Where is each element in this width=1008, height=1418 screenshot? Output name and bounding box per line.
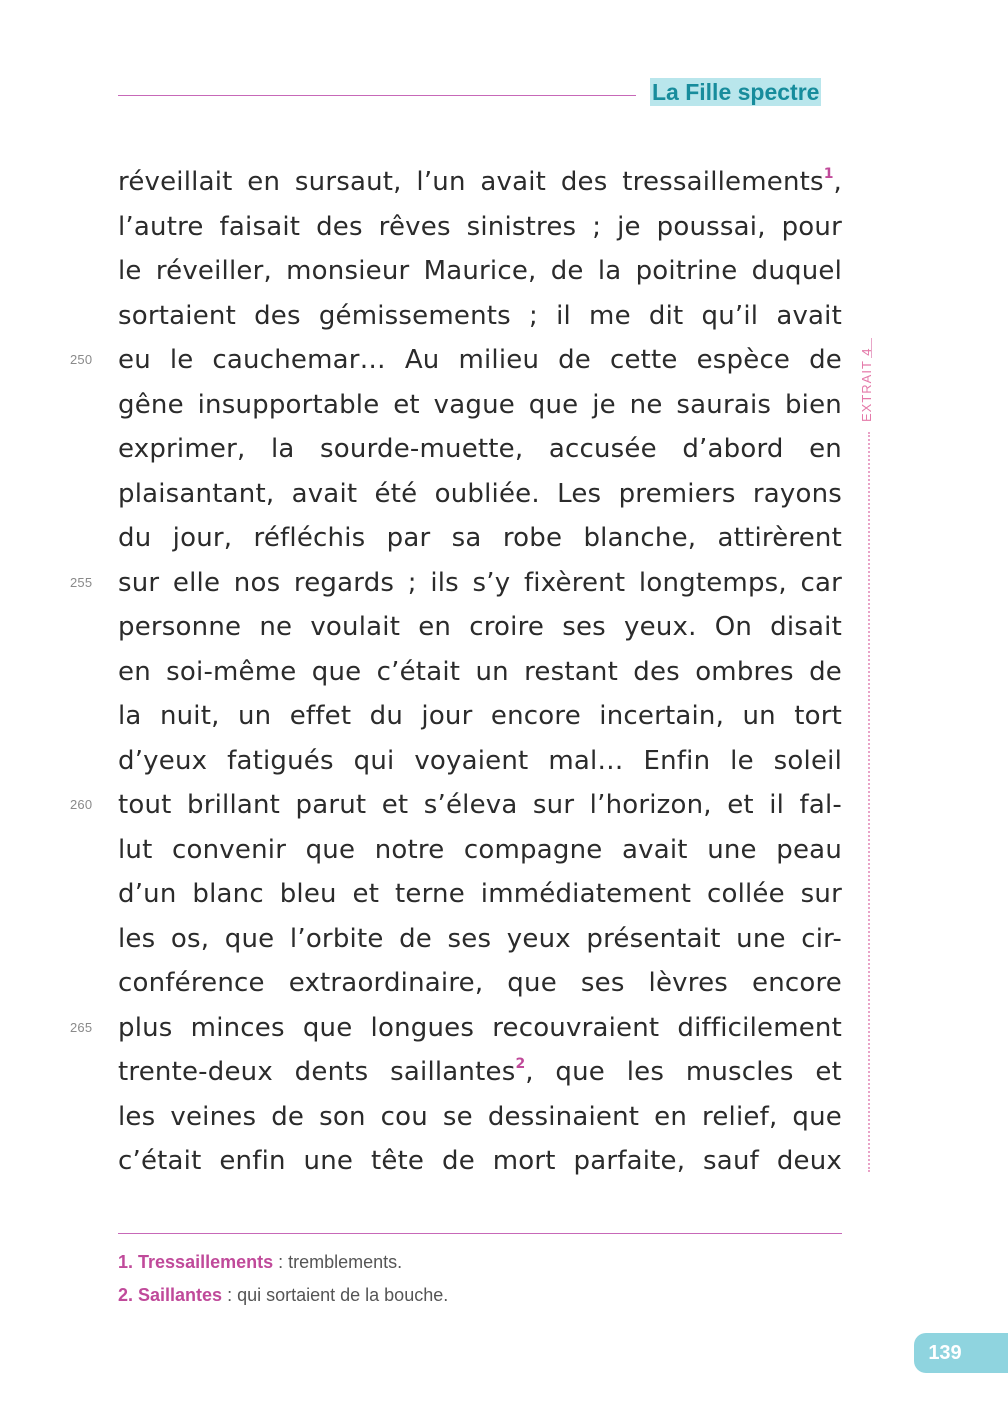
text-line <box>118 739 842 784</box>
line-text: gêne insupportable et vague que je ne saurais bien <box>118 389 842 420</box>
page-number: 139 <box>928 1342 962 1364</box>
text-line <box>118 427 842 472</box>
text-line <box>118 249 842 294</box>
footnote-term: Saillantes <box>138 1285 223 1305</box>
footnote-number: 1. <box>118 1252 134 1272</box>
header-rule <box>118 95 636 96</box>
footnote-marker: 2 <box>515 1056 526 1072</box>
text-line <box>118 294 842 339</box>
body-text <box>70 160 842 1184</box>
text-line <box>118 872 842 917</box>
line-text: les os, que l’orbite de ses yeux présentait une cir- <box>118 923 842 954</box>
page-number-tab <box>914 1333 1008 1373</box>
line-text: d’yeux fatigués qui voyaient mal… Enfin le soleil <box>118 745 842 776</box>
text-line <box>118 1050 842 1095</box>
line-number: 255 <box>70 574 93 590</box>
footnote-term: Tressaillements <box>138 1252 274 1272</box>
line-text-tail: , <box>833 167 842 197</box>
text-line <box>118 383 842 428</box>
line-text: les veines de son cou se dessinaient en relief, que <box>118 1101 842 1132</box>
footnote-rule <box>118 1233 842 1234</box>
line-text: d’un blanc bleu et terne immédiatement collée sur <box>118 879 842 909</box>
text-line <box>118 828 842 873</box>
line-text: sur elle nos regards ; ils s’y fixèrent longtemps, car <box>118 567 842 598</box>
line-text: personne ne voulait en croire ses yeux. On disait <box>118 612 842 642</box>
line-text: plaisantant, avait été oubliée. Les premiers rayons <box>118 478 842 509</box>
text-line <box>70 338 842 383</box>
footnote-definition: : qui sortaient de la bouche. <box>222 1285 449 1305</box>
line-text: tout brillant parut et s’éleva sur l’horizon, et il fal- <box>118 790 842 820</box>
line-text: la nuit, un effet du jour encore incertain, un tort <box>118 701 842 731</box>
text-line <box>118 516 842 561</box>
text-line <box>118 605 842 650</box>
line-text: exprimer, la sourde-muette, accusée d’abord en <box>118 434 842 464</box>
running-header-title: La Fille spectre <box>652 79 820 105</box>
footnote-item <box>118 1279 842 1312</box>
line-text: eu le cauchemar… Au milieu de cette espèce de <box>118 345 842 375</box>
footnote-definition: : tremblements. <box>273 1252 403 1272</box>
text-line <box>70 1006 842 1051</box>
text-line <box>118 961 842 1006</box>
line-text: lut convenir que notre compagne avait une peau <box>118 834 842 865</box>
line-text: du jour, réfléchis par sa robe blanche, attirèrent <box>118 523 842 553</box>
line-text: réveillait en sursaut, l’un avait des tressaillements <box>118 167 824 197</box>
text-line <box>118 1139 842 1184</box>
line-text: trente-deux dents saillantes <box>118 1057 516 1087</box>
text-line <box>118 917 842 962</box>
line-text: conférence extraordinaire, que ses lèvres encore <box>118 968 842 998</box>
footnote-number: 2. <box>118 1285 134 1305</box>
line-text: l’autre faisait des rêves sinistres ; je poussai, pour <box>118 211 842 242</box>
text-line <box>70 561 842 606</box>
footnote-item <box>118 1246 842 1279</box>
text-line <box>118 694 842 739</box>
line-text: le réveiller, monsieur Maurice, de la poitrine duquel <box>118 256 842 286</box>
line-number: 260 <box>70 797 93 812</box>
side-label <box>855 338 885 428</box>
text-line <box>118 160 842 205</box>
footnotes <box>118 1246 842 1312</box>
line-text-tail: , que les muscles et <box>525 1057 842 1087</box>
line-text: sortaient des gémissements ; il me dit qu’il avait <box>118 300 842 331</box>
extract-label: EXTRAIT 4 <box>859 347 874 422</box>
text-line <box>118 1095 842 1140</box>
line-text: c’était enfin une tête de mort parfaite, sauf deux <box>118 1146 842 1176</box>
text-line <box>118 472 842 517</box>
text-line <box>118 205 842 250</box>
text-line <box>118 650 842 695</box>
side-dotted-line <box>868 432 870 1172</box>
line-text: en soi-même que c’était un restant des ombres de <box>118 656 842 687</box>
footnote-marker: 1 <box>823 166 834 182</box>
line-number: 265 <box>70 1019 93 1035</box>
line-number: 250 <box>70 352 93 367</box>
text-line <box>70 783 842 828</box>
line-text: plus minces que longues recouvraient difficilement <box>118 1012 842 1043</box>
